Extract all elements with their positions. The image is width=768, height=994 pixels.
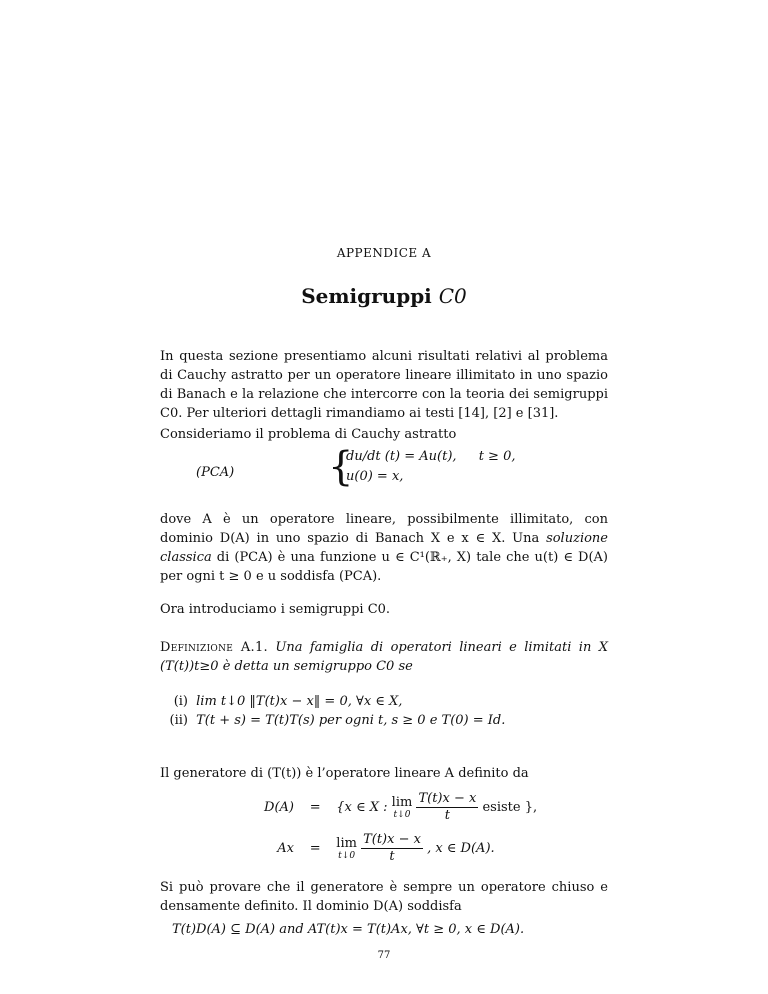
generator-equation: Ax = lim t↓0 $\frac{T(t)x - x}{t}$ , x ∈ D(A). <box>277 832 495 864</box>
pca-line-2: u(0) = x, <box>346 469 404 484</box>
domain-equation: D(A) = {x ∈ X : lim t↓0 $\frac{T(t)x - x}{t}$ esiste }, <box>264 791 538 823</box>
definition-a1 <box>160 638 608 676</box>
appendix-label: APPENDICE A <box>336 246 432 260</box>
invariance-equation: T(t)D(A) ⊆ D(A) and AT(t)x = T(t)Ax, ∀t ≥ 0, x ∈ D(A). <box>172 922 525 937</box>
pca-line-1: du/dt (t) = Au(t), t ≥ 0, <box>346 449 516 464</box>
page-number: 77 <box>377 950 391 961</box>
chapter-title-main: Semigruppi <box>301 284 439 308</box>
condition-item: (i) lim t↓0 ‖T(t)x − x‖ = 0, ∀x ∈ X, <box>173 694 403 709</box>
pca-label: (PCA) <box>196 465 235 480</box>
pca-brace: { <box>328 444 354 490</box>
closed-operator-paragraph: Si può provare che il generatore è sempre un operatore chiuso e densamente definito. Il dominio D(A) soddisfa <box>160 880 608 914</box>
emphasis-soluzione-classica: soluzione classica <box>160 531 608 565</box>
chapter-title <box>160 283 608 309</box>
condition-item: (ii) T(t + s) = T(t)T(s) per ogni t, s ≥ 0 e T(0) = Id. <box>169 713 506 728</box>
definition-text: Una famiglia di operatori lineari e limitati in X (T(t))t≥0 è detta un semigruppo C0 se <box>160 640 608 674</box>
generator-line: Il generatore di (T(t)) è l’operatore lineare A definito da <box>160 766 529 781</box>
definition-label: Definizione A.1. <box>160 640 268 655</box>
chapter-title-c0: C0 <box>438 284 467 308</box>
now-introduce-line: Ora introduciamo i semigruppi C0. <box>160 602 391 617</box>
consider-line: Consideriamo il problema di Cauchy astratto <box>160 427 457 442</box>
intro-paragraph: In questa sezione presentiamo alcuni risultati relativi al problema di Cauchy astratto per un operatore lineare illimitato in uno spazio di Banach e la relazione che intercorre con la teoria dei semigruppi C0. Per ulteriori dettagli rimandiamo ai testi [14], [2] e [31]. <box>160 349 608 421</box>
document-page <box>160 0 608 994</box>
classical-solution-paragraph: dove A è un operatore lineare, possibilmente illimitato, con dominio D(A) in uno spazio di Banach X e x ∈ X. Una soluzione classica di (PCA) è una funzione u ∈ C¹(ℝ₊, X) tale che u(t) ∈ D(A) per ogni t ≥ 0 e u soddisfa (PCA). <box>160 512 608 584</box>
